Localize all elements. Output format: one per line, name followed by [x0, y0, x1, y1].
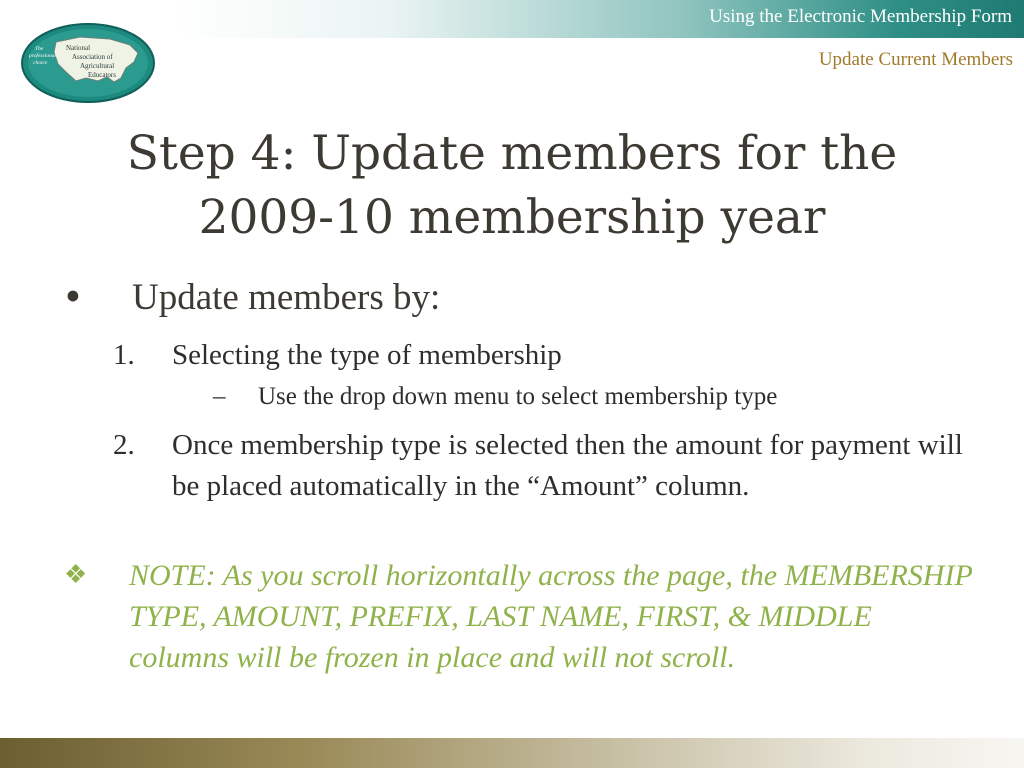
note-marker-icon: ❖: [64, 560, 88, 590]
item-text: Selecting the type of membership: [172, 339, 562, 371]
item-number: 1.: [113, 339, 135, 371]
header-subtitle: Update Current Members: [818, 49, 1013, 70]
header-title: Using the Electronic Membership Form: [709, 6, 1012, 27]
header-band: [176, 0, 1024, 38]
sub-item-marker: –: [213, 383, 226, 410]
sub-item-text: Use the drop down menu to select membership type: [258, 383, 778, 410]
item-text: Once membership type is selected then the amount for payment will be placed automatically in the “Amount” column.: [172, 429, 963, 502]
slide-title-line-2: 2009-10 membership year: [198, 190, 826, 245]
slide-title: [60, 122, 964, 250]
logo-org-1: National: [66, 44, 91, 52]
logo-org-2: Association of: [72, 53, 113, 61]
logo-org-4: Educators: [88, 71, 116, 79]
bullet-marker: •: [62, 276, 84, 319]
footer-band: [0, 738, 1024, 768]
note-text: NOTE: As you scroll horizontally across the page, the MEMBERSHIP TYPE, AMOUNT, PREFIX, LAST NAME, FIRST, & MIDDLE columns will be frozen in place and will not scroll.: [129, 559, 973, 674]
logo-tagline-1: The: [35, 46, 44, 52]
bullet-text: Update members by:: [132, 277, 441, 318]
slide-title-line-1: Step 4: Update members for the: [126, 126, 898, 181]
logo-tagline-2: professional: [29, 53, 56, 59]
logo-tagline-3: choice: [33, 60, 48, 66]
naae-logo: [18, 20, 158, 106]
logo-org-3: Agricultural: [80, 62, 115, 70]
item-number: 2.: [113, 429, 135, 461]
